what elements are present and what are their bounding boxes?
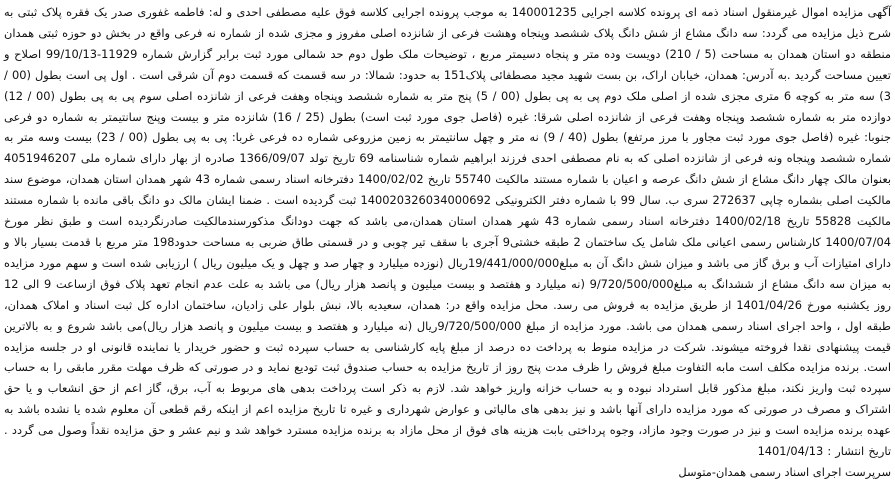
auction-notice-text: آگهی مزایده اموال غیرمنقول اسناد ذمه ای پرونده کلاسه اجرایی 140001235 به موجب پرونده اجرایی کلاسه فوق علیه مصطفی احدی و له: فاطمه غفوری صدر یک فقره پلاک ثبتی به شرح ذیل مزایده می گردد: سه دانگ مشاع از شش دانگ پلاک ششصد وپنجاه وهشت فرعی از شانزده اصلی مفروز و مجزی شده از شماره نه فرعی واقع در بخش دو حوزه ثبتی همدان منطقه دو استان همدان به مساحت (5 / 210) دویست وده متر و پنجاه دسیمتر مربع ، توضیحات ملک طول دوم حد شمالی مورد ثبت برابر گزارش شماره 11929-99/10/13 اصلاح و تعیین مساحت گردید .به آدرس: همدان، خیابان اراک، بن بست شهید مجید مصطفائی پلاک151 به حدود: شمالا: در سه قسمت که قسمت دوم آن شرقی است . اول پی است بطول (00 / 3) سه متر به کوچه 6 متری مجزی شده از اصلی ملک دوم پی به پی بطول (00 / 5) پنج متر به شماره ششصد وپنجاه وهفت فرعی از شانزده اصلی سوم پی به پی بطول (00 / 12) دوازده متر به شماره ششصد وپنجاه وهفت فرعی از شانزده اصلی شرقا: غیره (فاصل جوی مورد ثبت است) بطول (25 / 16) شانزده متر و بیست وپنج سانتیمتر به شماره دو فرعی جنوبا: غیره (فاصل جوی مورد ثبت مجاور با مرز مرتفع) بطول (40 / 9) نه متر و چهل سانتیمتر به زمین مزروعی شماره ده فرعی غربا: پی به پی بطول (00 / 23) بیست وسه متر به شماره ششصد وپنجاه ونه فرعی از شانزده اصلی که به نام مصطفی احدی فرزند ابراهیم شماره شناسنامه 69 تاریخ تولد 1366/09/07 صادره از بهار دارای شماره ملی 4051946207 بعنوان مالک چهار دانگ مشاع از شش دانگ عرصه و اعیان با شماره مستند مالکیت 55740 تاریخ 1400/02/02 دفترخانه اسناد رسمی شماره 43 شهر همدان استان همدان، موضوع سند مالکیت اصلی بشماره چاپی 272637 سری ب. سال 99 با شماره دفتر الکترونیکی 140020326034000692 ثبت گردیده است . ضمنا ایشان مالک دو دانگ باقی مانده با شماره مستند مالکیت 55828 تاریخ 1400/02/18 دفترخانه اسناد رسمی شماره 43 شهر همدان استان همدان،می باشد که جهت دودانگ مذکورسندمالکیت صادرنگردیده است و طبق نظر مورخ 1400/07/04 کارشناس رسمی اعیانی ملک شامل یک ساختمان 2 طبقه خشتی9 آجری با سقف تیر چوبی و در قسمتی طاق ضربی به مساحت حدود198 متر مربع با قدمت بسیار بالا و دارای امتیازات آب و برق گاز می باشد و میزان شش دانگ آن به مبلغ19/441/000/000ریال (نوزده میلیارد و چهار صد و چهل و یک میلیون ریال ) ارزیابی شده است و سهم مورد مزایده به میزان سه دانگ مشاع از ششدانگ به مبلغ9/720/500/000 (نه میلیارد و هفتصد و بیست میلیون و پانصد هزار ریال) می باشد به علت عدم انجام تعهد پلاک فوق ازساعت 9 الی 12 روز یکشنبه مورخ 1401/04/26 از طریق مزایده به فروش می رسد. محل مزایده واقع در: همدان، سعیدیه بالا، نبش بلوار علی زادیان، ساختمان اداره کل ثبت اسناد و املاک همدان، طبقه اول ، واحد اجرای اسناد رسمی همدان می باشد. مورد مزایده از مبلغ 9/720/500/000ریال (نه میلیارد و هفتصد و بیست میلیون و پانصد هزار ریال)می باشد شروع و به بالاترین قیمت پیشنهادی نقدا فروخته میشوند. شرکت در مزایده منوط به پرداخت ده درصد از مبلغ پایه کارشناسی به حساب سپرده ثبت و حضور خریدار یا نماینده قانونی او در جلسه مزایده است. برنده مزایده مکلف است مابه التفاوت مبلغ فروش را ظرف مدت پنج روز از تاریخ مزایده به حساب صندوق ثبت تودیع نماید و در صورتی که ظرف مهلت مقرر مابقی را به حساب سپرده ثبت واریز نکند، مبلغ مذکور قابل استرداد نبوده و به حساب خزانه واریز خواهد شد. لازم به ذکر است پرداخت بدهی های مربوط به آب، برق، گاز اعم از حق انشعاب و یا حق اشتراک و مصرف در صورتی که مورد مزایده دارای آنها باشد و نیز بدهی های مالیاتی و عوارض شهرداری و غیره تا تاریخ مزایده اعم از اینکه رقم قطعی آن معلوم شده یا نشده باشد به عهده برنده مزایده است و نیز در صورت وجود مازاد، وجوه پرداختی بابت هزینه های فوق از محل مازاد به برنده مزایده مسترد خواهد شد و نیم عشر و حق مزایده نقداً وصول می گردد . تاریخ انتشار : 1401/04/13 — [4, 5, 892, 459]
auction-notice-body — [4, 2, 891, 462]
notice-signature: سرپرست اجرای اسناد رسمی همدان-متوسل — [678, 464, 891, 479]
